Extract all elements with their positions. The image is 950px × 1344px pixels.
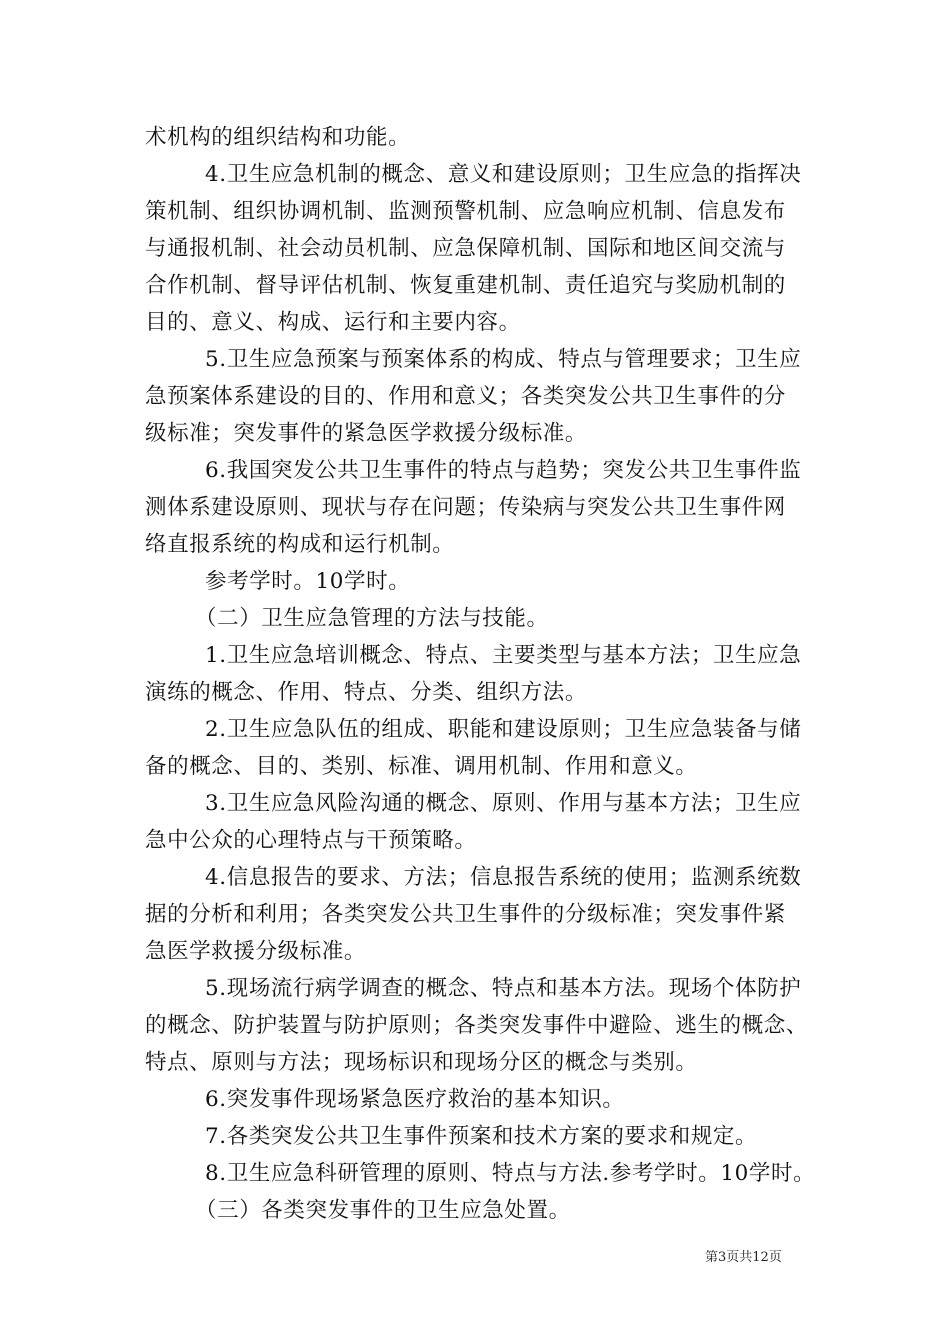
text-line: 4.卫生应急机制的概念、意义和建设原则；卫生应急的指挥决 (205, 162, 802, 187)
text-line: 备的概念、目的、类别、标准、调用机制、作用和意义。 (145, 754, 698, 779)
text-line: 8.卫生应急科研管理的原则、特点与方法.参考学时。10学时。 (205, 1161, 816, 1186)
text-line: 5.现场流行病学调查的概念、特点和基本方法。现场个体防护 (205, 976, 802, 1001)
text-line: 与通报机制、社会动员机制、应急保障机制、国际和地区间交流与 (145, 236, 786, 261)
text-line: 参考学时。10学时。 (205, 569, 411, 594)
text-line: 策机制、组织协调机制、监测预警机制、应急响应机制、信息发布 (145, 199, 786, 224)
text-line: 络直报系统的构成和运行机制。 (145, 532, 455, 557)
text-line: 演练的概念、作用、特点、分类、组织方法。 (145, 680, 588, 705)
text-line: 4.信息报告的要求、方法；信息报告系统的使用；监测系统数 (205, 865, 802, 890)
text-line: 测体系建设原则、现状与存在问题；传染病与突发公共卫生事件网 (145, 495, 786, 520)
section-heading: （三）各类突发事件的卫生应急处置。 (195, 1198, 571, 1223)
text-line: 7.各类突发公共卫生事件预案和技术方案的要求和规定。 (205, 1124, 758, 1149)
text-line: 3.卫生应急风险沟通的概念、原则、作用与基本方法；卫生应 (205, 791, 802, 816)
text-line: 5.卫生应急预案与预案体系的构成、特点与管理要求；卫生应 (205, 347, 802, 372)
text-line: 1.卫生应急培训概念、特点、主要类型与基本方法；卫生应急 (205, 643, 802, 668)
text-line: 术机构的组织结构和功能。 (145, 125, 411, 150)
text-line: 2.卫生应急队伍的组成、职能和建设原则；卫生应急装备与储 (205, 717, 802, 742)
text-line: 6.我国突发公共卫生事件的特点与趋势；突发公共卫生事件监 (205, 458, 802, 483)
text-line: 6.突发事件现场紧急医疗救治的基本知识。 (205, 1087, 625, 1112)
text-line: 急医学救援分级标准。 (145, 939, 367, 964)
text-line: 的概念、防护装置与防护原则；各类突发事件中避险、逃生的概念、 (145, 1013, 809, 1038)
text-line: 合作机制、督导评估机制、恢复重建机制、责任追究与奖励机制的 (145, 273, 786, 298)
text-line: 急预案体系建设的目的、作用和意义；各类突发公共卫生事件的分 (145, 384, 786, 409)
text-line: 特点、原则与方法；现场标识和现场分区的概念与类别。 (145, 1050, 698, 1075)
text-line: 据的分析和利用；各类突发公共卫生事件的分级标准；突发事件紧 (145, 902, 786, 927)
section-heading: （二）卫生应急管理的方法与技能。 (195, 606, 549, 631)
page-number-footer: 第3页共12页 (705, 1250, 782, 1265)
text-line: 目的、意义、构成、运行和主要内容。 (145, 310, 521, 335)
text-line: 急中公众的心理特点与干预策略。 (145, 828, 477, 853)
text-line: 级标准；突发事件的紧急医学救援分级标准。 (145, 421, 588, 446)
